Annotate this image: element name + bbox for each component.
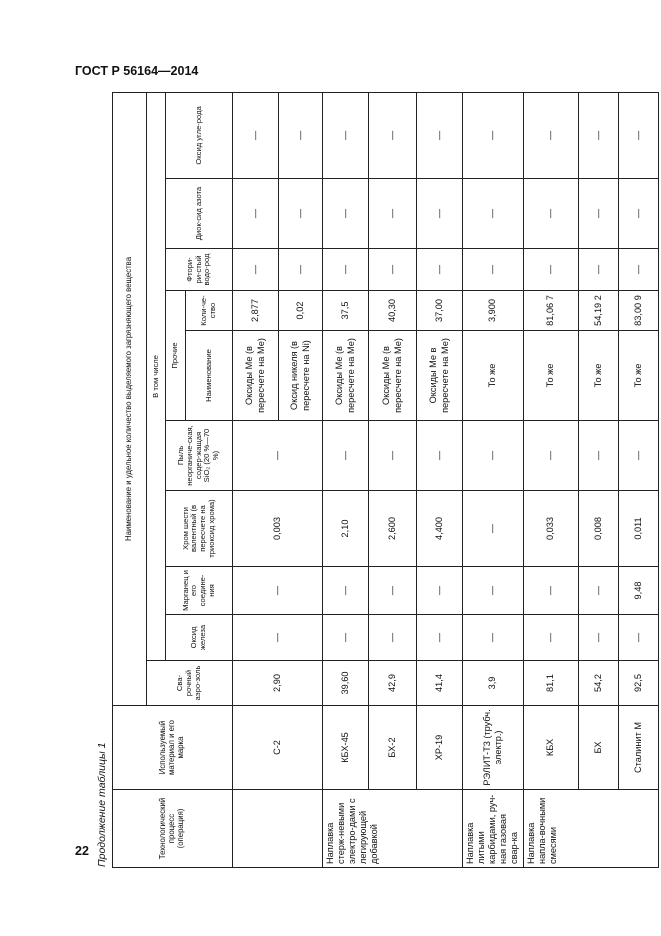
cell-hydrogen-fluoride: —: [463, 249, 524, 291]
cell-dust: —: [323, 421, 369, 491]
cell-other-name: То же: [463, 331, 524, 421]
cell-iron-oxide: —: [463, 615, 524, 661]
table-stage: [92, 93, 643, 868]
cell-aerosol: 42,9: [369, 661, 417, 706]
header-nitrogen-dioxide: Диок-сид азота: [166, 179, 233, 249]
table-row: [463, 92, 524, 867]
table-row: [579, 92, 619, 867]
cell-hydrogen-fluoride: —: [417, 249, 463, 291]
cell-other-name: Оксид никеля (в пересчете на Ni): [279, 331, 323, 421]
cell-nitrogen-dioxide: —: [619, 179, 659, 249]
cell-other-name: Оксиды Ме (в пересчете на Ме): [233, 331, 279, 421]
cell-aerosol: 54,2: [579, 661, 619, 706]
cell-other-name: То же: [524, 331, 579, 421]
cell-carbon-oxide: —: [323, 92, 369, 178]
cell-dust: —: [579, 421, 619, 491]
cell-manganese: —: [579, 567, 619, 615]
rotated-table-area: [92, 93, 643, 868]
cell-other-name: Оксиды Ме (в пересчете на Ме): [323, 331, 369, 421]
cell-other-quantity: 54,19 2: [579, 291, 619, 331]
cell-dust: —: [619, 421, 659, 491]
table-row: [619, 92, 659, 867]
cell-other-quantity: 81,06 7: [524, 291, 579, 331]
header-hydrogen-fluoride: Фтори-ри-стый водо-род: [166, 249, 233, 291]
header-aerosol: Сва-рочный аэро-золь: [147, 661, 233, 706]
cell-nitrogen-dioxide: —: [279, 179, 323, 249]
cell-material: РЭЛИТ-Т3 (трубч. электр.): [463, 706, 524, 790]
cell-chromium: —: [463, 491, 524, 567]
table-row: [417, 92, 463, 867]
cell-manganese: —: [524, 567, 579, 615]
cell-other-quantity: 37,00: [417, 291, 463, 331]
cell-carbon-oxide: —: [233, 92, 279, 178]
cell-process: [233, 790, 323, 868]
cell-iron-oxide: —: [579, 615, 619, 661]
header-carbon-oxide: Оксид угле-рода: [166, 92, 233, 178]
cell-iron-oxide: —: [369, 615, 417, 661]
cell-carbon-oxide: —: [463, 92, 524, 178]
cell-other-quantity: 40,30: [369, 291, 417, 331]
cell-chromium: 0,008: [579, 491, 619, 567]
cell-process: Наплавка литыми карбидами, руч-ная газовая свар-ка: [463, 790, 524, 868]
header-iron-oxide: Оксид железа: [166, 615, 233, 661]
cell-aerosol: 39,60: [323, 661, 369, 706]
cell-hydrogen-fluoride: —: [323, 249, 369, 291]
cell-manganese: —: [369, 567, 417, 615]
emissions-table: [112, 92, 659, 868]
header-pollutant-group: Наименование и удельное количество выделяемого загрязняющего вещества: [113, 92, 147, 705]
cell-carbon-oxide: —: [524, 92, 579, 178]
cell-other-quantity: 3,900: [463, 291, 524, 331]
cell-iron-oxide: —: [233, 615, 323, 661]
cell-chromium: 2,10: [323, 491, 369, 567]
cell-dust: —: [417, 421, 463, 491]
cell-other-quantity: 37,5: [323, 291, 369, 331]
cell-iron-oxide: —: [417, 615, 463, 661]
cell-carbon-oxide: —: [417, 92, 463, 178]
cell-other-quantity: 0,02: [279, 291, 323, 331]
table-row: [323, 92, 369, 867]
cell-nitrogen-dioxide: —: [233, 179, 279, 249]
cell-hydrogen-fluoride: —: [579, 249, 619, 291]
table-continuation-caption: Продолжение таблицы 1: [96, 742, 108, 867]
cell-iron-oxide: —: [619, 615, 659, 661]
cell-nitrogen-dioxide: —: [579, 179, 619, 249]
cell-hydrogen-fluoride: —: [279, 249, 323, 291]
header-process: Технологический процесс (операция): [113, 790, 233, 868]
cell-aerosol: 2,90: [233, 661, 323, 706]
cell-hydrogen-fluoride: —: [619, 249, 659, 291]
cell-hydrogen-fluoride: —: [369, 249, 417, 291]
cell-other-name: Оксиды Ме в пересчете на Ме): [417, 331, 463, 421]
cell-chromium: 2,600: [369, 491, 417, 567]
cell-material: БХ: [579, 706, 619, 790]
header-other-quantity: Коли-че-ство: [186, 291, 233, 331]
cell-carbon-oxide: —: [619, 92, 659, 178]
cell-dust: —: [524, 421, 579, 491]
cell-nitrogen-dioxide: —: [463, 179, 524, 249]
cell-other-name: То же: [619, 331, 659, 421]
header-chromium: Хром шести валентный (в пересчете на триоксид хрома): [166, 491, 233, 567]
cell-material: БХ-2: [369, 706, 417, 790]
cell-nitrogen-dioxide: —: [369, 179, 417, 249]
cell-material: КБХ-45: [323, 706, 369, 790]
cell-chromium: 0,003: [233, 491, 323, 567]
table-row: [233, 92, 279, 867]
cell-dust: —: [233, 421, 323, 491]
header-manganese: Марганец и его соедине-ния: [166, 567, 233, 615]
page-number: 22: [75, 844, 89, 858]
cell-iron-oxide: —: [524, 615, 579, 661]
cell-nitrogen-dioxide: —: [417, 179, 463, 249]
cell-aerosol: 41,4: [417, 661, 463, 706]
cell-dust: —: [463, 421, 524, 491]
cell-aerosol: 3,9: [463, 661, 524, 706]
cell-material: ХР-19: [417, 706, 463, 790]
document-header: ГОСТ Р 56164—2014: [75, 64, 199, 78]
header-dust: Пыль неорганиче-ская, содер-жащая SiO₂ (20 %—70 %): [166, 421, 233, 491]
cell-aerosol: 92,5: [619, 661, 659, 706]
header-other: Прочие: [166, 291, 186, 421]
cell-carbon-oxide: —: [279, 92, 323, 178]
cell-nitrogen-dioxide: —: [524, 179, 579, 249]
cell-material: Сталинит М: [619, 706, 659, 790]
cell-material: КБХ: [524, 706, 579, 790]
header-other-name: Наименование: [186, 331, 233, 421]
cell-chromium: 0,011: [619, 491, 659, 567]
table-row: [524, 92, 579, 867]
cell-material: С-2: [233, 706, 323, 790]
cell-manganese: 9,48: [619, 567, 659, 615]
cell-manganese: —: [463, 567, 524, 615]
cell-carbon-oxide: —: [369, 92, 417, 178]
cell-hydrogen-fluoride: —: [524, 249, 579, 291]
cell-hydrogen-fluoride: —: [233, 249, 279, 291]
cell-process: Наплавка стерж-невыми электро-дами с легирующей добавкой: [323, 790, 463, 868]
cell-aerosol: 81,1: [524, 661, 579, 706]
cell-dust: —: [369, 421, 417, 491]
cell-other-name: Оксиды Ме (в пересчете на Ме): [369, 331, 417, 421]
table-row: [369, 92, 417, 867]
cell-chromium: 0,033: [524, 491, 579, 567]
cell-other-quantity: 2,877: [233, 291, 279, 331]
cell-manganese: —: [323, 567, 369, 615]
cell-carbon-oxide: —: [579, 92, 619, 178]
header-material: Используемый материал и его марка: [113, 706, 233, 790]
cell-nitrogen-dioxide: —: [323, 179, 369, 249]
cell-other-name: То же: [579, 331, 619, 421]
header-including: В том числе: [147, 92, 166, 660]
cell-chromium: 4,400: [417, 491, 463, 567]
cell-iron-oxide: —: [323, 615, 369, 661]
cell-manganese: —: [417, 567, 463, 615]
cell-manganese: —: [233, 567, 323, 615]
cell-other-quantity: 83,00 9: [619, 291, 659, 331]
cell-process: Наплавка напла-вочными смесями: [524, 790, 659, 868]
